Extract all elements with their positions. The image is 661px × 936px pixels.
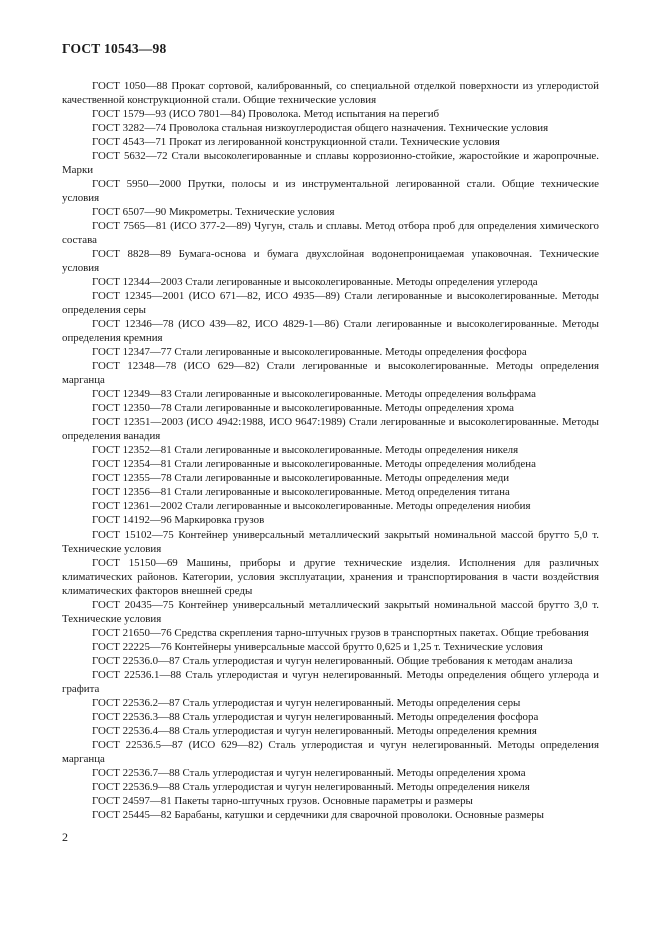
reference-item: ГОСТ 21650—76 Средства скрепления тарно-штучных грузов в транспортных пакетах. Общие требования [92, 626, 589, 639]
reference-item: ГОСТ 12345—2001 (ИСО 671—82, ИСО 4935—89) Стали легированные и высоколегированные. Методы определения серы [62, 290, 599, 317]
reference-item: ГОСТ 8828—89 Бумага-основа и бумага двухслойная водонепроницаемая упаковочная. Технические условия [62, 248, 599, 275]
reference-item: ГОСТ 6507—90 Микрометры. Технические условия [92, 206, 335, 219]
reference-item: ГОСТ 22536.9—88 Сталь углеродистая и чугун нелегированный. Методы определения никеля [92, 780, 530, 793]
reference-item: ГОСТ 22536.1—88 Сталь углеродистая и чугун нелегированный. Методы определения общего углерода и графита [62, 668, 599, 695]
reference-item: ГОСТ 12344—2003 Стали легированные и высоколегированные. Методы определения углерода [92, 276, 538, 289]
reference-item: ГОСТ 7565—81 (ИСО 377-2—89) Чугун, сталь и сплавы. Метод отбора проб для определения химического состава [62, 220, 599, 247]
reference-item: ГОСТ 22536.2—87 Сталь углеродистая и чугун нелегированный. Методы определения серы [92, 696, 521, 709]
reference-item: ГОСТ 4543—71 Прокат из легированной конструкционной стали. Технические условия [92, 136, 500, 149]
reference-item: ГОСТ 25445—82 Барабаны, катушки и сердечники для сварочной проволоки. Основные размеры [92, 808, 544, 821]
reference-item: ГОСТ 1579—93 (ИСО 7801—84) Проволока. Метод испытания на перегиб [92, 108, 440, 121]
reference-item: ГОСТ 3282—74 Проволока стальная низкоуглеродистая общего назначения. Технические условия [92, 122, 549, 135]
reference-item: ГОСТ 22536.4—88 Сталь углеродистая и чугун нелегированный. Методы определения кремния [92, 724, 537, 737]
reference-item: ГОСТ 15150—69 Машины, приборы и другие технические изделия. Исполнения для различных климатических районов. Категории, условия эксплуатации, хранения и транспортирования в части воздействия климатических факторов внешней среды [62, 556, 599, 597]
reference-item: ГОСТ 15102—75 Контейнер универсальный металлический закрытый номинальной массой брутто 5,0 т. Технические условия [62, 528, 599, 555]
reference-item: ГОСТ 12355—78 Стали легированные и высоколегированные. Методы определения меди [92, 472, 510, 485]
reference-item: ГОСТ 1050—88 Прокат сортовой, калиброванный, со специальной отделкой поверхности из углеродистой качественной конструкционной стали. Общие технические условия [62, 80, 599, 107]
reference-item: ГОСТ 22536.3—88 Сталь углеродистая и чугун нелегированный. Методы определения фосфора [92, 710, 539, 723]
reference-item: ГОСТ 12346—78 (ИСО 439—82, ИСО 4829-1—86) Стали легированные и высоколегированные. Методы определения кремния [62, 318, 599, 345]
reference-item: ГОСТ 24597—81 Пакеты тарно-штучных грузов. Основные параметры и размеры [92, 794, 473, 807]
reference-item: ГОСТ 12349—83 Стали легированные и высоколегированные. Методы определения вольфрама [92, 388, 536, 401]
page-number: 2 [62, 830, 68, 844]
reference-item: ГОСТ 20435—75 Контейнер универсальный металлический закрытый номинальной массой брутто 3,0 т. Технические условия [62, 598, 599, 625]
reference-item: ГОСТ 22536.7—88 Сталь углеродистая и чугун нелегированный. Методы определения хрома [92, 766, 526, 779]
reference-item: ГОСТ 12351—2003 (ИСО 4942:1988, ИСО 9647:1989) Стали легированные и высоколегированные. Методы определения ванадия [62, 416, 599, 443]
reference-item: ГОСТ 12347—77 Стали легированные и высоколегированные. Методы определения фосфора [92, 346, 527, 359]
reference-item: ГОСТ 5950—2000 Прутки, полосы и из инструментальной легированной стали. Общие технические условия [62, 178, 599, 205]
reference-item: ГОСТ 22536.0—87 Сталь углеродистая и чугун нелегированный. Общие требования к методам анализа [92, 654, 573, 667]
reference-item: ГОСТ 22225—76 Контейнеры универсальные массой брутто 0,625 и 1,25 т. Технические условия [92, 640, 543, 653]
reference-item: ГОСТ 22536.5—87 (ИСО 629—82) Сталь углеродистая и чугун нелегированный. Методы определения марганца [62, 738, 599, 765]
reference-item: ГОСТ 12352—81 Стали легированные и высоколегированные. Методы определения никеля [92, 444, 519, 457]
reference-item: ГОСТ 5632—72 Стали высоколегированные и сплавы коррозионно-стойкие, жаростойкие и жаропрочные. Марки [62, 150, 599, 177]
reference-item: ГОСТ 12356—81 Стали легированные и высоколегированные. Метод определения титана [92, 486, 510, 499]
reference-item: ГОСТ 12354—81 Стали легированные и высоколегированные. Методы определения молибдена [92, 458, 536, 471]
reference-item: ГОСТ 12361—2002 Стали легированные и высоколегированные. Методы определения ниобия [92, 500, 531, 513]
page-header: ГОСТ 10543—98 [62, 41, 167, 56]
reference-item: ГОСТ 12348—78 (ИСО 629—82) Стали легированные и высоколегированные. Методы определения марганца [62, 360, 599, 387]
reference-item: ГОСТ 12350—78 Стали легированные и высоколегированные. Методы определения хрома [92, 402, 514, 415]
reference-item: ГОСТ 14192—96 Маркировка грузов [92, 514, 265, 527]
normative-references-list [62, 79, 599, 822]
